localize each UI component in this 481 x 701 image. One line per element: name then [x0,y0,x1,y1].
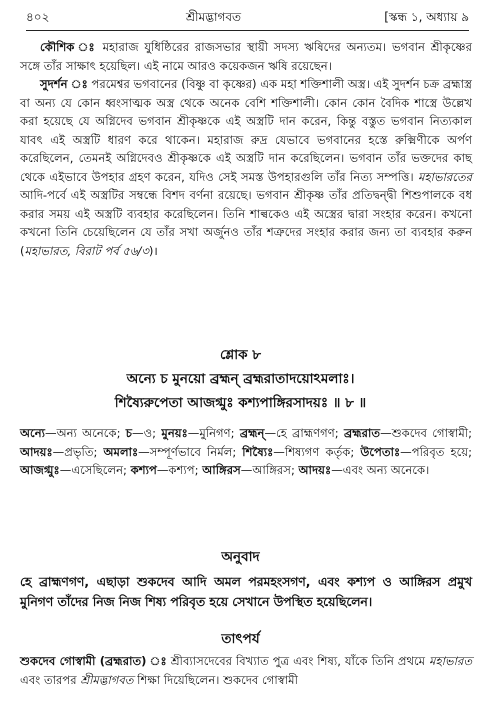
page-header [26,9,469,31]
synonym-word: আঙ্গিরস [202,463,241,477]
synonym-meaning: শুকদেব গোস্বামী; [391,426,473,440]
sudarsana-text-end: )। [148,243,158,258]
purport-term: শুকদেব গোস্বামী (ব্রহ্মরাত) ঃ [20,654,167,668]
purport-text-1: শ্রীব্যাসদেবের বিখ্যাত পুত্র এবং শিষ্য, যাঁকে তিনি প্রথমে [170,654,426,668]
page-number: ৪০২ [26,10,50,24]
synonyms-paragraph: অন্যে—অন্য অনেকে; চ—ও; মুনয়ঃ—মুনিগণ; ব্রহ্মন্—হে ব্রাহ্মণগণ; ব্রহ্মরাত—শুকদেব গোস্বামী; আদয়ঃ—প্রভৃতি; অমলাঃ—সম্পূর্ণভাবে নির্মল; শিষ্যৈঃ—শিষ্যগণ কর্তৃক; উপেতাঃ—পরিবৃত হয়ে; আজগ্মুঃ—এসেছিলেন; কশ্যপ—কশ্যপ; আঙ্গিরস—আঙ্গিরস; আদয়ঃ—এবং অন্য অনেকে। [20,426,473,477]
purport-paragraph [20,652,472,689]
synonym-meaning: সম্পূর্ণভাবে নির্মল; [149,444,237,459]
kausika-paragraph [20,38,472,75]
kausika-text: মহারাজ যুধিষ্ঠিরের রাজসভার স্থায়ী সদস্য ঋষিদের অন্যতম। ভগবান শ্রীকৃষ্ণের সঙ্গে তাঁর সাক্ষাৎ হয়েছিল। এই নামে আরও কয়েকজন ঋষি রয়েছেন। [20,40,472,73]
mahabharata-italic: মহাভারতের [418,169,473,184]
synonym-word: চ [125,426,133,440]
header-divider [26,30,469,31]
synonym-word: শিষ্যৈঃ [242,444,274,459]
sloka-line-1: অন্যে চ মুনয়ো ব্রহ্মন্ ব্রহ্মরাতাদয়োঽমলাঃ। [126,371,355,387]
synonym-word: মুনয়ঃ [161,426,188,440]
chapter-location: [স্কন্ধ ১, অধ্যায় ৯ [384,10,469,24]
translation-text: হে ব্রাহ্মণগণ, এছাড়া শুকদেব আদি অমল পরমহংসগণ, এবং কশ্যপ ও আঙ্গিরস প্রমুখ মুনিগণ তাঁদের নিজ নিজ শিষ্য পরিবৃত হয়ে সেখানে উপস্থিত হয়েছিলেন। [20,575,472,609]
synonym-meaning: শিষ্যগণ কর্তৃক; [284,444,355,459]
synonym-meaning: মুনিগণ; [199,426,235,440]
sudarsana-text-2: আদি-পর্বে এই অস্ত্রটির সম্বন্ধে বিশদ বর্ণনা রয়েছে। ভগবান শ্রীকৃষ্ণ তাঁর প্রতিদ্বন্দ্বী শিশুপালকে বধ করার সময় এই অস্ত্রটি ব্যবহার করেছিলেন। তিনি শাল্বকেও এই অস্ত্রের দ্বারা সংহার করেন। কখনো কখনো তিনি চেয়েছিলেন যে তাঁর সখা অর্জুনও তাঁর শত্রুদের সংহার করার জন্য তা ব্যবহার করুন ( [20,188,472,258]
synonym-word: অমলাঃ [103,444,139,459]
sloka-line-2: শিষ্যৈরুপেতা আজগ্মুঃ কশ্যপাঙ্গিরসাদয়ঃ ॥ ৮ ॥ [114,395,367,411]
synonym-word: ব্রহ্মন্ [239,426,265,440]
synonym-word: আদয়ঃ [20,444,53,459]
reference-citation: মহাভারত, বিরাট পর্ব ৫৬/৩ [24,243,149,258]
purport-mahabharata: মহাভারত [429,654,473,668]
synonyms-section [20,424,472,480]
synonym-word: ব্রহ্মরাত [343,426,381,440]
synonym-meaning: এবং অন্য অনেকে। [342,463,430,477]
synonym-word: আজগ্মুঃ [20,463,60,477]
sudarsana-paragraph [20,75,472,260]
sloka-title: শ্লোক ৮ [219,347,262,363]
sudarsana-term: সুদর্শন ঃ [40,77,88,91]
synonym-meaning: হে ব্রাহ্মণগণ; [276,426,339,440]
kausika-term: কৌশিক ঃ [40,40,97,54]
synonym-word: কশ্যপ [130,463,157,477]
synonym-meaning: পরিবৃত হয়ে; [411,444,472,459]
purport-section [20,652,472,689]
synonym-word: আদয়ঃ [298,463,332,477]
purport-heading: তাৎপর্য [221,631,260,647]
synonym-word: উপেতাঃ [360,444,401,459]
purport-text-2: এবং তারপর [20,672,77,687]
synonym-meaning: প্রভৃতি; [64,444,98,459]
synonym-meaning: এসেছিলেন; [71,463,127,477]
synonym-word: অন্যে [20,426,45,440]
sudarsana-text-1: পরমেশ্বর ভগবানের (বিষ্ণু বা কৃষ্ণের) এক মহা শক্তিশালী অস্ত্র। এই সুদর্শন চক্র ব্রহ্মাস্ত্র বা অন্য যে কোন ধ্বংসাত্মক অস্ত্র থেকে অনেক বেশি শক্তিশালী। কোন কোন বৈদিক শাস্ত্রে উল্লেখ করা হয়েছে যে অগ্নিদেব ভগবান শ্রীকৃষ্ণকে এই অস্ত্রটি দান করেন, কিন্তু বস্তুত ভগবান নিত্যকাল যাবৎ এই অস্ত্রটি ধারণ করে থাকেন। মহারাজ রুদ্র যেভাবে ভগবানের হস্তে রুক্মিণীকে অর্পণ করেছিলেন, তেমনই অগ্নিদেবও শ্রীকৃষ্ণকে এই অস্ত্রটি দান করেছিলেন। ভগবান তাঁর ভক্তদের কাছ থেকে এইভাবে উপহার গ্রহণ করেন, যদিও সেই সমস্ত উপহারগুলি তাঁর নিত্য সম্পত্তি। [20,77,473,184]
intro-section [20,38,472,260]
synonym-meaning: ও; [143,426,157,440]
synonym-meaning: আঙ্গিরস; [252,463,295,477]
book-title: শ্রীমদ্ভাগবত [186,10,242,24]
synonym-meaning: অন্য অনেকে; [56,426,121,440]
purport-text-3: শিক্ষা দিয়েছিলেন। শুকদেব গোস্বামী [137,672,298,687]
synonym-meaning: কশ্যপ; [168,463,199,477]
purport-bhagavatam: শ্রীমদ্ভাগবত [80,672,134,687]
translation-heading: অনুবাদ [221,549,260,565]
